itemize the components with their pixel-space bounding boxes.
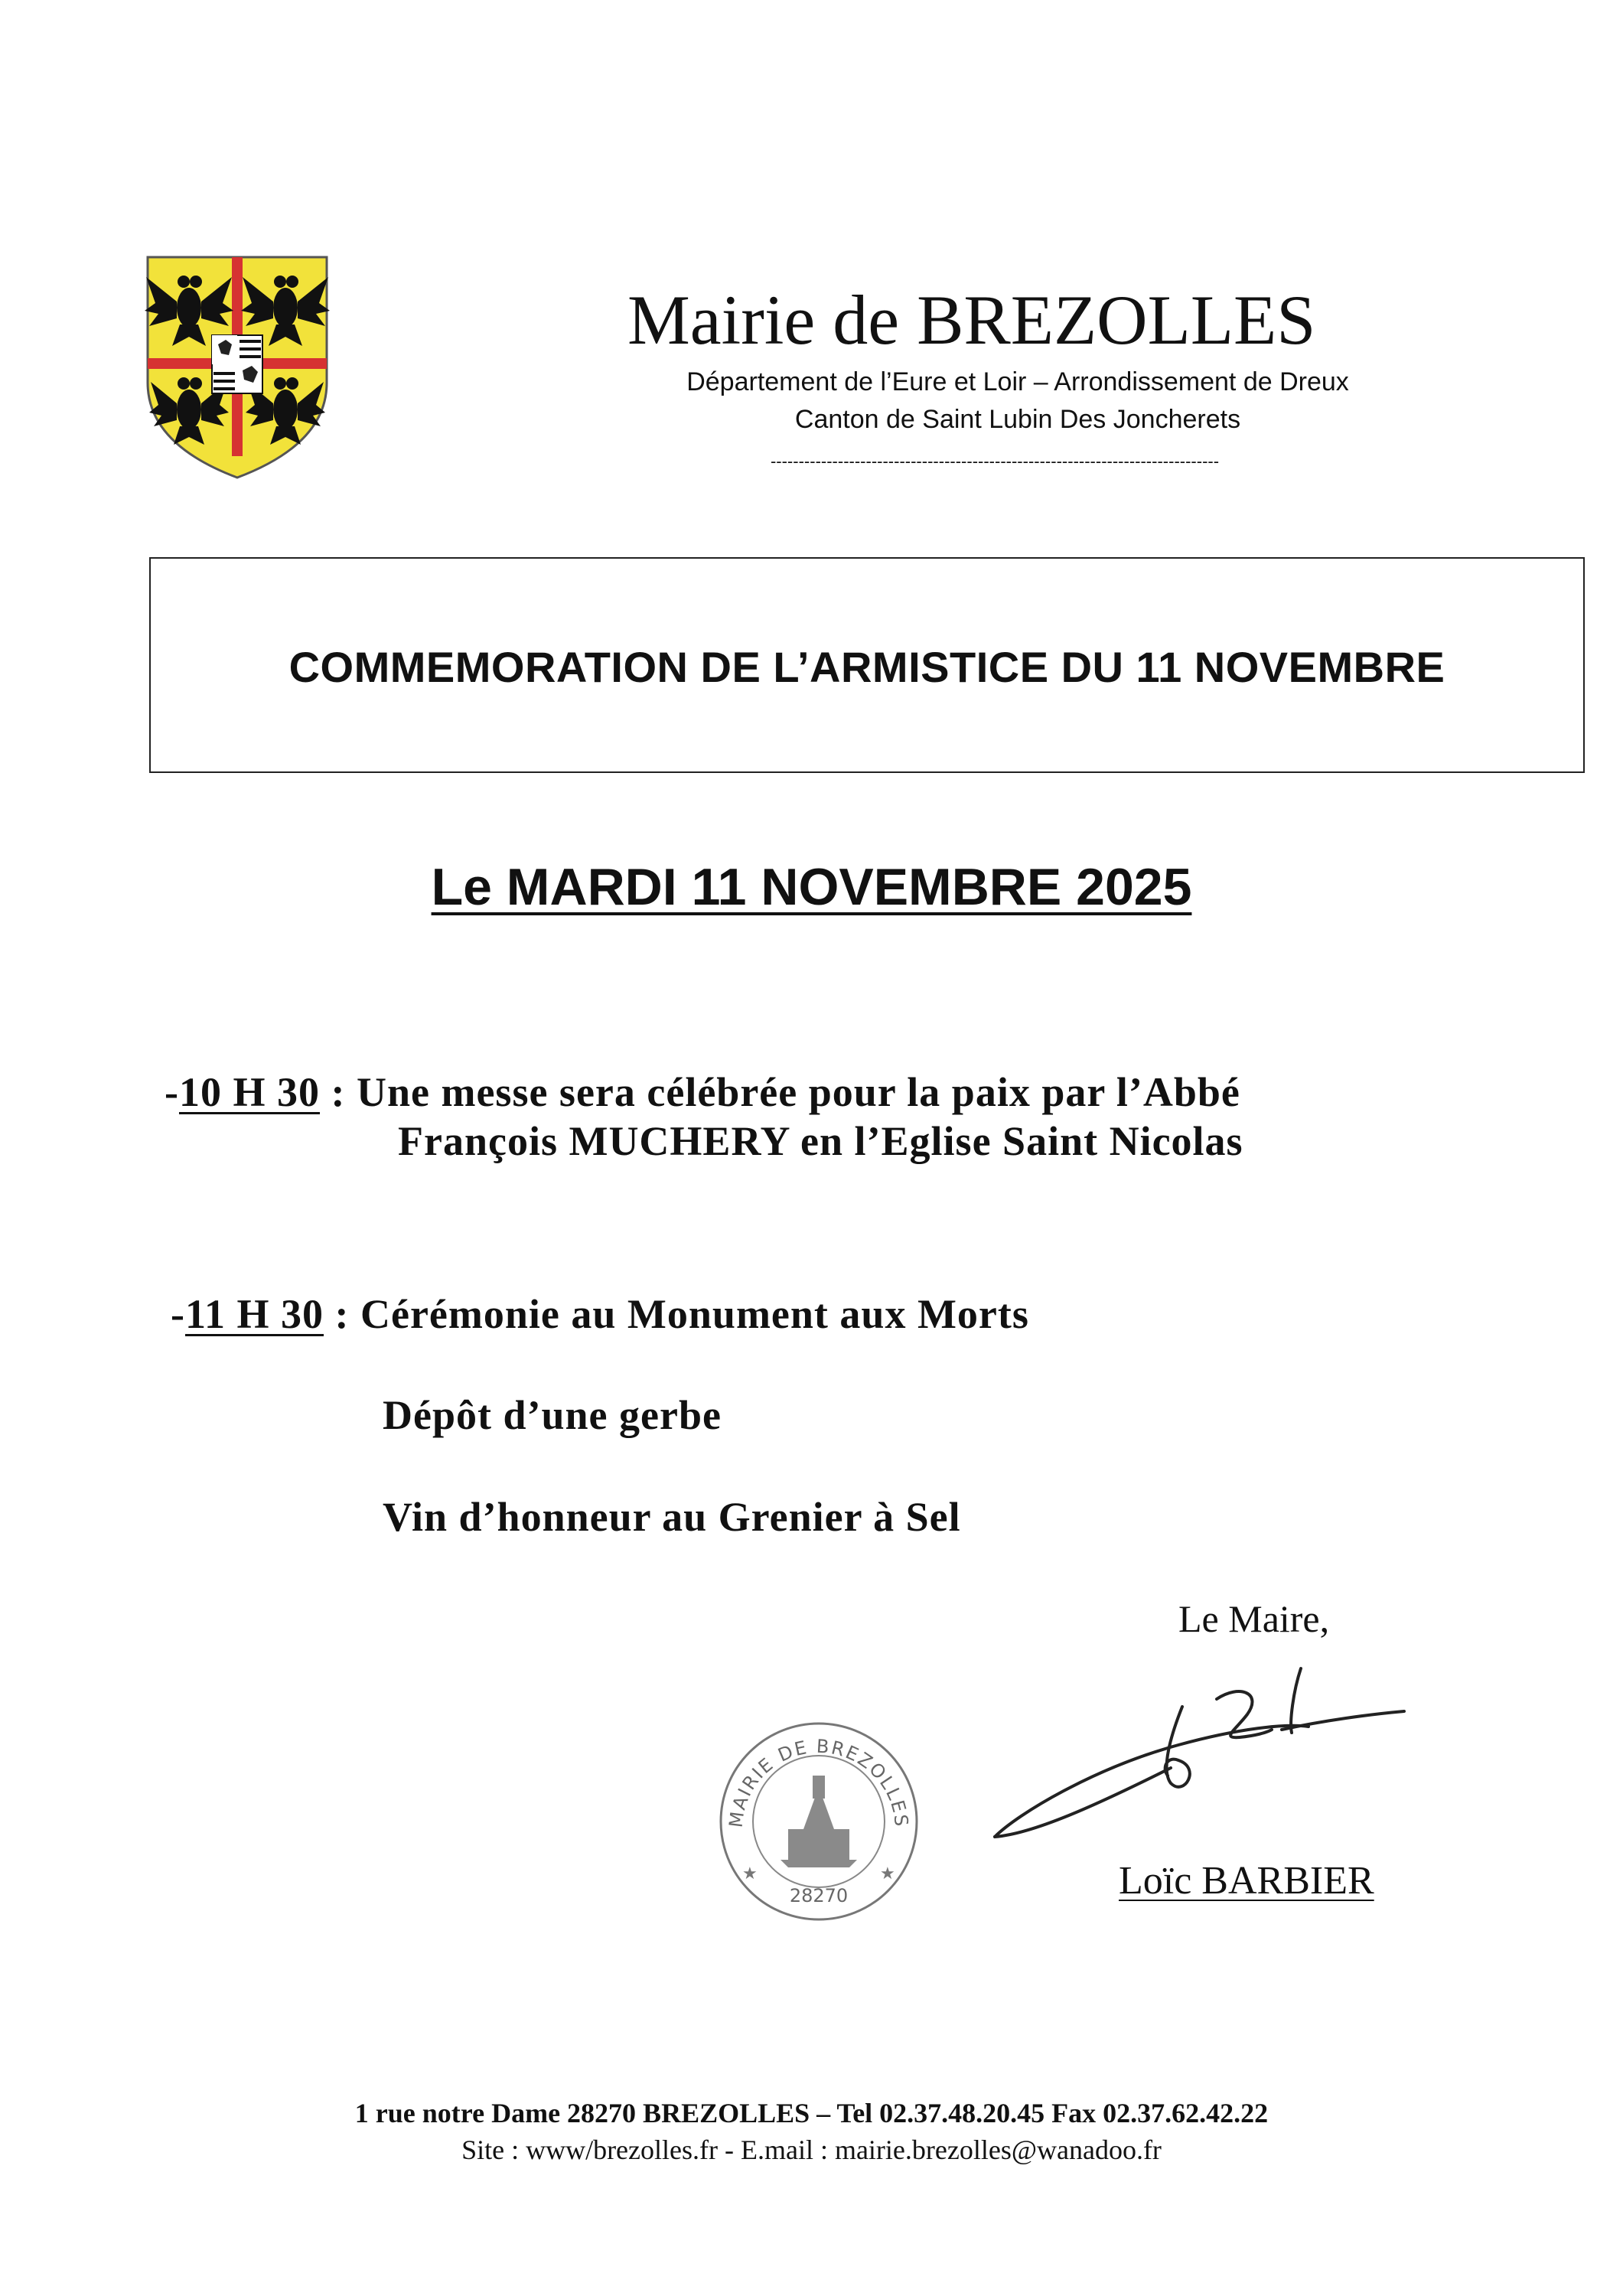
mayor-name: Loïc BARBIER (1119, 1859, 1374, 1903)
notice-title: COMMEMORATION DE L’ARMISTICE DU 11 NOVEMBRE (288, 643, 1445, 691)
item-line: Cérémonie au Monument aux Morts (360, 1291, 1029, 1337)
program-item-2 (171, 1290, 1029, 1339)
item-separator: : (320, 1069, 357, 1115)
program-item-1 (165, 1068, 1240, 1117)
svg-text:★: ★ (880, 1864, 895, 1883)
item-time: 11 H 30 (184, 1291, 324, 1337)
item-time: 10 H 30 (178, 1069, 320, 1115)
handwritten-signature (987, 1653, 1416, 1852)
program-item-1-line-2: François MUCHERY en l’Eglise Saint Nicolas (398, 1118, 1243, 1164)
coat-of-arms-logo (142, 253, 333, 482)
event-date (0, 857, 1623, 917)
header-separator: -------------------------------------------------------------------------------- (770, 452, 1220, 471)
item-separator: : (324, 1291, 360, 1337)
footer-address: 1 rue notre Dame 28270 BREZOLLES – Tel 02.37.48.20.45 Fax 02.37.62.42.22 (354, 2098, 1269, 2128)
mayor-role: Le Maire, (1178, 1597, 1330, 1640)
mairie-title: Mairie de BREZOLLES (627, 281, 1316, 359)
item-prefix: - (171, 1291, 185, 1337)
department-line: Département de l’Eure et Loir – Arrondissement de Dreux (686, 367, 1349, 396)
program-item-2-line-3: Vin d’honneur au Grenier à Sel (383, 1494, 961, 1540)
canton-line: Canton de Saint Lubin Des Joncherets (794, 405, 1241, 434)
footer-contact: Site : www/brezolles.fr - E.mail : mairie.brezolles@wanadoo.fr (461, 2135, 1162, 2165)
program-item-2-line-2: Dépôt d’une gerbe (383, 1392, 722, 1438)
event-date-text: Le MARDI 11 NOVEMBRE 2025 (431, 858, 1192, 916)
mairie-stamp (712, 1714, 926, 1929)
item-line: Une messe sera célébrée pour la paix par l’Abbé (356, 1069, 1240, 1115)
stamp-text: MAIRIE DE BREZOLLES (725, 1735, 913, 1829)
item-prefix: - (165, 1069, 179, 1115)
svg-text:★: ★ (742, 1864, 758, 1883)
stamp-code: 28270 (789, 1885, 849, 1906)
